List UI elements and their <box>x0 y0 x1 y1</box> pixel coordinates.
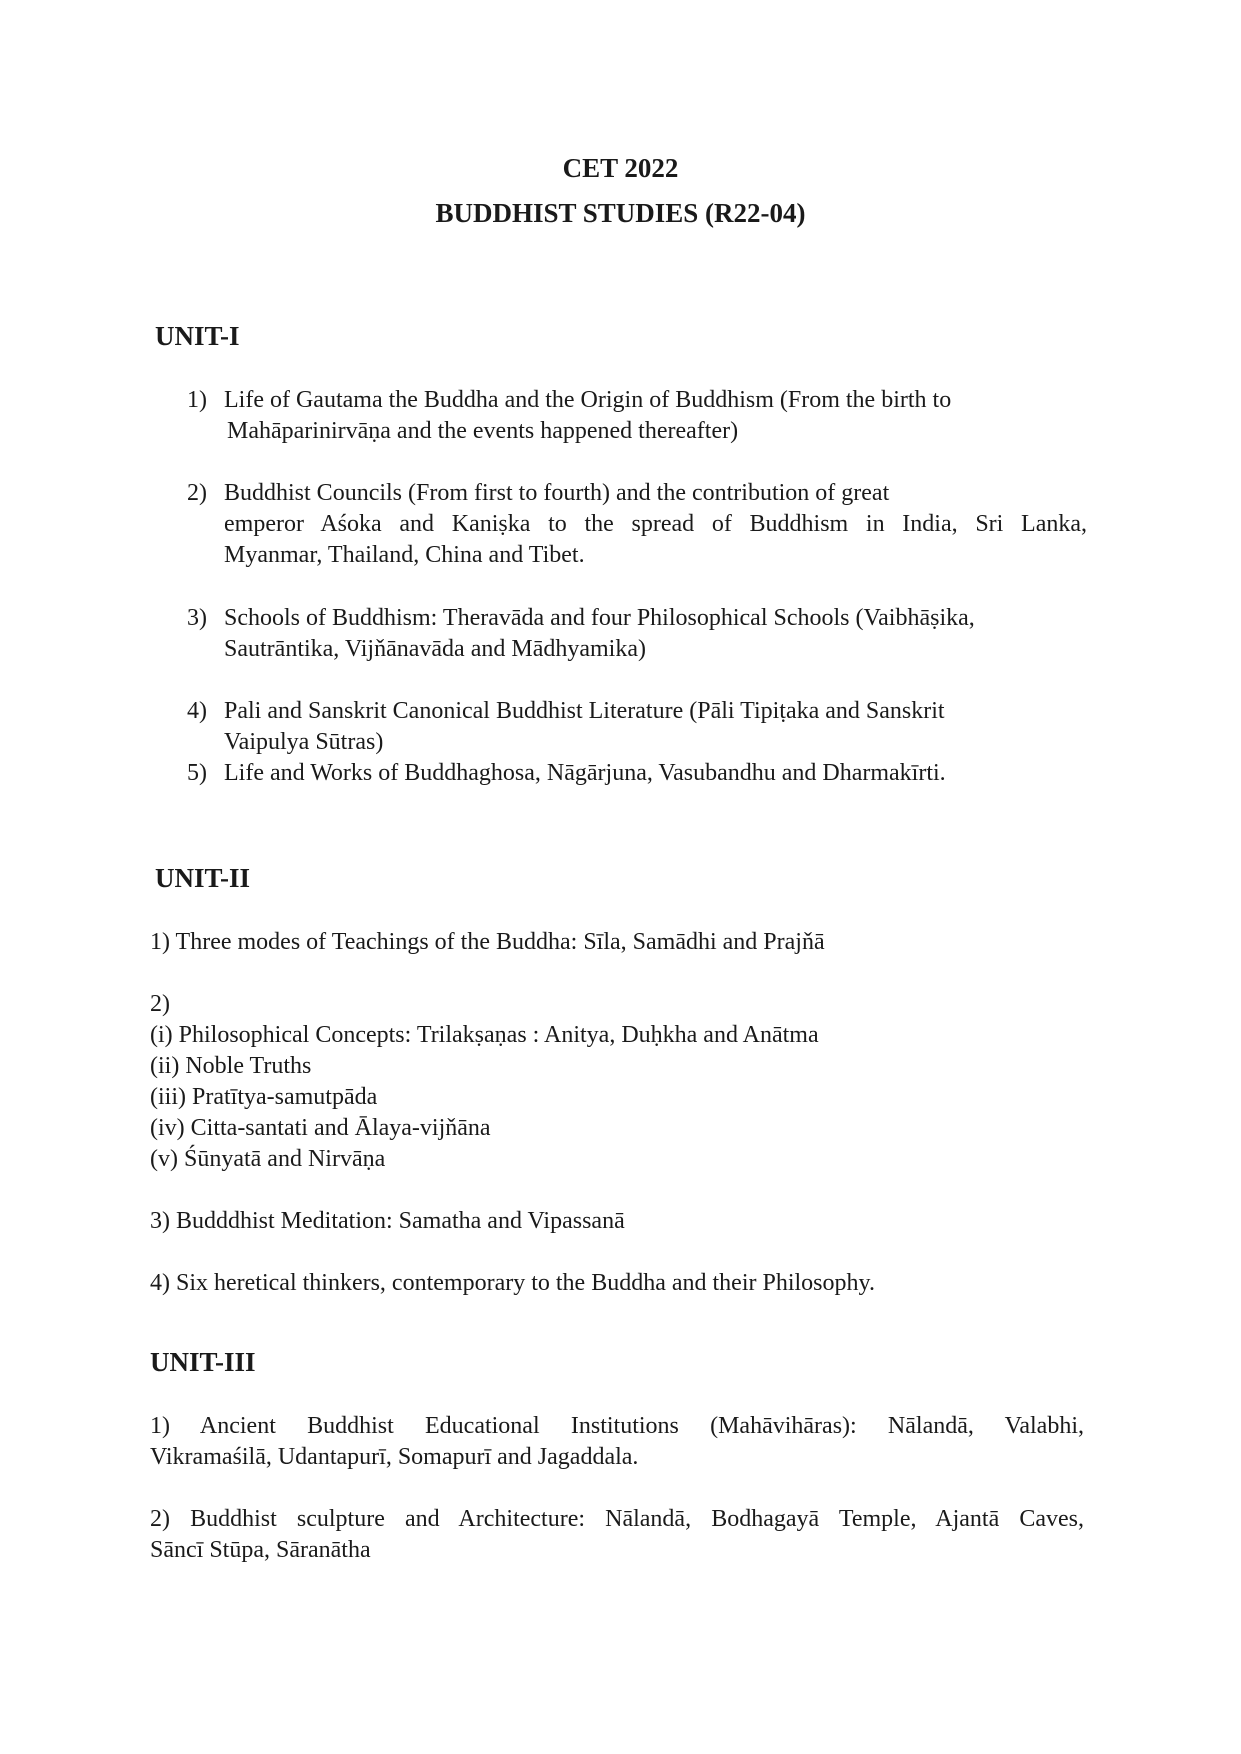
item-number: 4) <box>187 698 207 724</box>
unit-1-item-1 <box>187 385 1087 447</box>
item-number: 2) <box>187 480 207 506</box>
unit-3-item-2-line-1: 2) Buddhist sculpture and Architecture: Nālandā, Bodhagayā Temple, Ajantā Caves, <box>150 1506 1084 1532</box>
item-line: Pali and Sanskrit Canonical Buddhist Literature (Pāli Tipiṭaka and Sanskrit <box>224 698 945 724</box>
item-line: Buddhist Councils (From first to fourth) and the contribution of great <box>224 480 890 506</box>
unit-1-heading: UNIT-I <box>155 321 240 351</box>
item-number: 3) <box>187 605 207 631</box>
unit-2-item-4: 4) Six heretical thinkers, contemporary to the Buddha and their Philosophy. <box>150 1270 875 1296</box>
unit-1-item-5 <box>187 758 1087 789</box>
unit-2-item-3: 3) Budddhist Meditation: Samatha and Vipassanā <box>150 1208 625 1234</box>
unit-2-heading: UNIT-II <box>155 863 251 893</box>
item-number: 1) <box>187 387 207 413</box>
item-line: Vaipulya Sūtras) <box>224 729 384 755</box>
unit-2-subitem: (v) Śūnyatā and Nirvāṇa <box>150 1146 386 1172</box>
unit-3-heading: UNIT-III <box>150 1347 256 1377</box>
item-line: Myanmar, Thailand, China and Tibet. <box>224 542 585 568</box>
item-line: Sautrāntika, Vijňānavāda and Mādhyamika) <box>224 636 646 662</box>
unit-1-item-2 <box>187 478 1087 571</box>
unit-1-item-3 <box>187 603 1087 665</box>
unit-2-subitem: (ii) Noble Truths <box>150 1053 312 1079</box>
item-line: Mahāparinirvāṇa and the events happened thereafter) <box>227 418 739 444</box>
unit-3-item-2-line-2: Sāncī Stūpa, Sāranātha <box>150 1537 371 1563</box>
unit-2-subitem: (i) Philosophical Concepts: Trilakṣaṇas : Anitya, Duḥkha and Anātma <box>150 1022 819 1048</box>
item-line: Life of Gautama the Buddha and the Origin of Buddhism (From the birth to <box>224 387 952 413</box>
unit-3-item-1-line-2: Vikramaśilā, Udantapurī, Somapurī and Jagaddala. <box>150 1444 639 1470</box>
unit-2-subitem: (iv) Citta-santati and Ālaya-vijňāna <box>150 1115 491 1141</box>
item-number: 5) <box>187 760 207 786</box>
unit-1-item-4 <box>187 696 1087 758</box>
subject-title: BUDDHIST STUDIES (R22-04) <box>435 198 806 228</box>
exam-title: CET 2022 <box>562 153 679 183</box>
unit-2-subitem: (iii) Pratītya-samutpāda <box>150 1084 378 1110</box>
unit-2-item-2-label: 2) <box>150 991 170 1017</box>
item-line: emperor Aśoka and Kaniṣka to the spread of Buddhism in India, Sri Lanka, <box>224 511 1087 537</box>
unit-3-item-1-line-1: 1) Ancient Buddhist Educational Institutions (Mahāvihāras): Nālandā, Valabhi, <box>150 1413 1084 1439</box>
unit-2-item-1: 1) Three modes of Teachings of the Buddha: Sīla, Samādhi and Prajňā <box>150 929 825 955</box>
item-line: Life and Works of Buddhaghosa, Nāgārjuna, Vasubandhu and Dharmakīrti. <box>224 760 946 786</box>
item-line: Schools of Buddhism: Theravāda and four Philosophical Schools (Vaibhāṣika, <box>224 605 975 631</box>
